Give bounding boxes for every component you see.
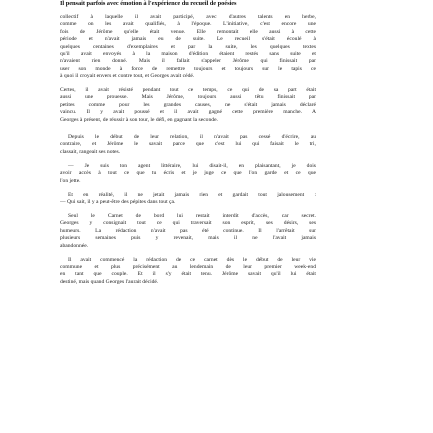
- paragraph-line: petites comme pour les grandes causes, ne s'était jamais déclaré: [60, 101, 316, 108]
- paragraph-line: collectif à laquelle il avait participé, avec d'autres talents en herbe,: [60, 13, 316, 20]
- paragraph-gap: [60, 185, 316, 192]
- paragraph-line: n'avaient rien donné. Mais il fallait s'appeler Jérôme qui finissait par: [60, 58, 316, 65]
- paragraph-line: vaincu. Il y avait poussé et il avait gagné cette première manche. A: [60, 109, 316, 116]
- paragraph-line: en tant que couple. Et il s'y était tenu. Jérôme savait qu'il lui était: [60, 271, 316, 278]
- paragraph-line: Depuis le début de leur relation, il n'avait pas cessé d'écrire, au: [68, 134, 316, 141]
- paragraph-gap: [60, 7, 316, 14]
- paragraph-gap: [60, 250, 316, 257]
- paragraph-line: avoir accès à tout ce que tu écris et je juge ce que l'on garde et ce que: [60, 170, 316, 177]
- paragraph-line: Georges y consignait tout ce qui traversait son esprit, ses désirs, ses: [60, 220, 316, 227]
- paragraph-line: destiné, mais quand Georges l'aurait décidé.: [60, 278, 159, 285]
- body-text: [60, 0, 316, 286]
- paragraph-line: classait, rangeait ses notes.: [60, 148, 121, 155]
- paragraph-line: qu'il avait envoyés à la maison d'édition étaient restés sans suite et: [60, 50, 316, 57]
- paragraph-gap: [60, 156, 316, 163]
- heading-line: Il pensait parfois avec émotion à l'expérience du recueil de poésies: [60, 0, 237, 7]
- paragraph-line: fois de Jérôme qu'elle était venue. Elle remontait elle aussi à cette: [60, 28, 316, 35]
- paragraph-line: plusieurs semaines puis y revenait, mais il ne l'avait jamais: [60, 235, 316, 242]
- paragraph-line: user son monde à force de remettre toujours et toujours sur le tapis ce: [60, 65, 316, 72]
- paragraph-line: Certes, il avait résisté pendant tout ce temps, ce qui de sa part était: [60, 87, 316, 94]
- paragraph-gap: [60, 81, 316, 88]
- paragraph-line: Georges à présent, de réussir à son tour, le défi, en gagnant la seconde.: [60, 116, 218, 123]
- paragraph-line: Seul le Carnet de bord lui restait interdit d'accès, car secret.: [68, 212, 316, 219]
- paragraph-line: Il avait commencé la rédaction de ce carnet dès le début de leur vie: [68, 256, 316, 263]
- paragraph-line: comme on les avait qualifiés, à l'époque. L'initiative, c'est encore une: [60, 21, 316, 28]
- paragraph-gap: [60, 124, 316, 134]
- paragraph-line: — Qui sait, il y a peut-être des pépites dans tout ça.: [60, 198, 176, 205]
- paragraph-line: aussi une prouesse. Mais Jérôme, toujours aussi têtu finissait par: [60, 94, 316, 101]
- paragraph-line: — Je suis ton agent littéraire, lui disait-il, en plaisantant, je dois: [68, 162, 316, 169]
- paragraph-line: période et n'avait jamais eu de suite. Le recueil s'était écoulé à: [60, 36, 316, 43]
- paragraph-line: abandonnée.: [60, 242, 89, 249]
- paragraph-line: quelques centaines d'exemplaires et par la suite, les quelques textes: [60, 43, 316, 50]
- paragraph-line: Et en réalité, il ne jetait jamais rien et gardait tout jalousement :: [68, 191, 316, 198]
- paragraph-line: commune et plus précisément au lendemain de leur premier week-end: [60, 263, 316, 270]
- text-column: [60, 0, 316, 286]
- paragraph-line: à quoi il croyait envers et contre tout, et Georges avait cédé.: [60, 73, 195, 80]
- paragraph-line: contraire, et Jérôme le savait parce que c'est lui qui faisait le tri,: [60, 141, 316, 148]
- paragraph-gap: [60, 206, 316, 213]
- paragraph-line: humeurs. La rédaction n'avait pas été continue. Il l'arrêtait sur: [60, 227, 316, 234]
- paragraph-line: l'on jette.: [60, 177, 81, 184]
